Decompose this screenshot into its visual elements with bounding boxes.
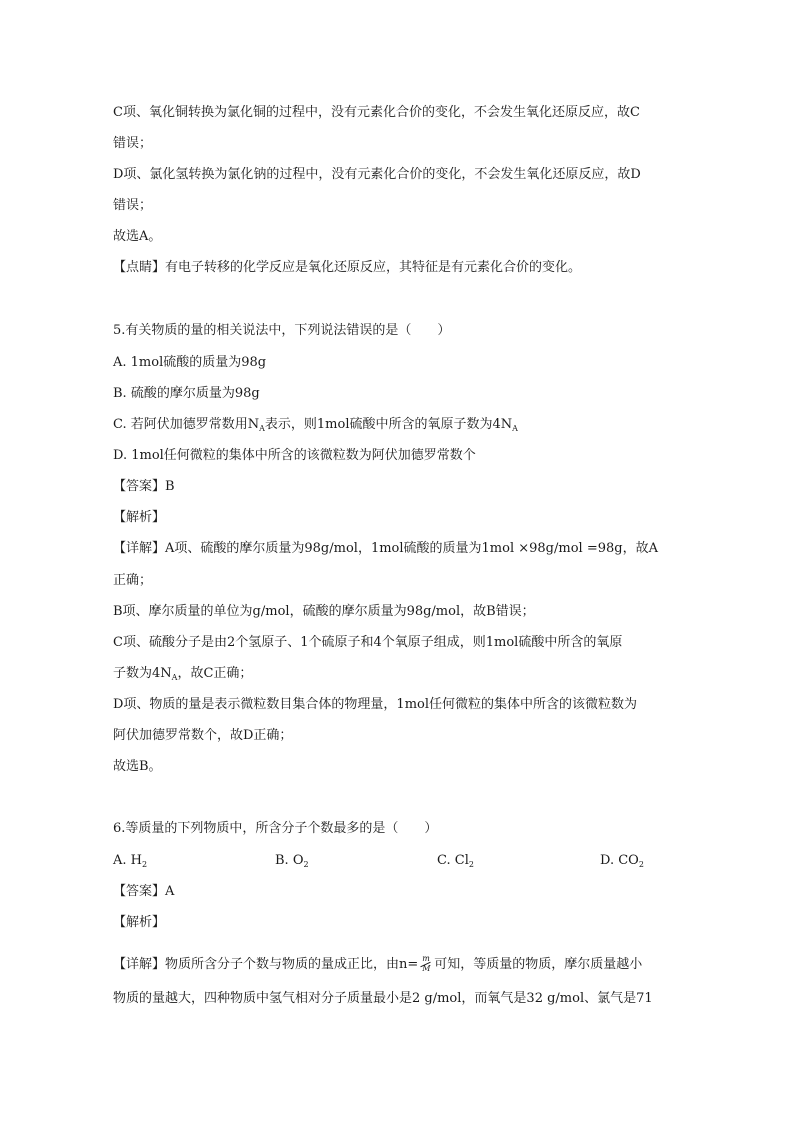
- q5-explanation-line: 正确；: [113, 573, 153, 588]
- q6-option-b: B. $O_2$: [275, 853, 309, 869]
- q5-analysis-heading: 【解析】: [113, 510, 166, 525]
- q6-option-d: D. $CO_2$: [600, 853, 644, 869]
- text-line: 故选A。: [113, 229, 162, 244]
- question-6-stem: 6.等质量的下列物质中，所含分子个数最多的是（ ）: [113, 821, 438, 836]
- q5-explanation-line: 子数为$4N_A$，故C正确；: [113, 666, 253, 682]
- text-line: 错误；: [113, 198, 153, 213]
- q6-explanation-line: 物质的量越大，四种物质中氢气相对分子质量最小是2 g/mol，而氧气是32 g/mol、氯气是71: [113, 991, 653, 1006]
- q6-option-c: C. $Cl_2$: [437, 853, 474, 869]
- q5-option-d: D. 1mol任何微粒的集体中所含的该微粒数为阿伏加德罗常数个: [113, 448, 476, 463]
- fraction-m-over-M: m M: [422, 954, 431, 973]
- q5-explanation-line: C项、硫酸分子是由2个氢原子、1个硫原子和4个氧原子组成，则1mol硫酸中所含的氧原: [113, 635, 623, 650]
- text-line: C项、氧化铜转换为氯化铜的过程中，没有元素化合价的变化，不会发生氧化还原反应，故C: [113, 105, 640, 120]
- q6-option-a: A. $H_2$: [113, 853, 148, 869]
- tip-line: 【点睛】有电子转移的化学反应是氧化还原反应，其特征是有元素化合价的变化。: [113, 260, 582, 275]
- q6-analysis-heading: 【解析】: [113, 915, 166, 930]
- q5-explanation-line: D项、物质的量是表示微粒数目集合体的物理量，1mol任何微粒的集体中所含的该微粒数为: [113, 697, 638, 712]
- text-line: D项、氯化氢转换为氯化钠的过程中，没有元素化合价的变化，不会发生氧化还原反应，故D: [113, 167, 641, 182]
- text-line: 错误；: [113, 136, 153, 151]
- q5-option-b: B. 硫酸的摩尔质量为98g: [113, 386, 260, 401]
- q5-option-c: C. 若阿伏加德罗常数用$N_A$表示，则1mol硫酸中所含的氧原子数为$4N_A$: [113, 417, 518, 433]
- q5-explanation-line: 阿伏加德罗常数个，故D正确；: [113, 728, 293, 743]
- q5-answer: 【答案】B: [113, 479, 175, 494]
- question-5-stem: 5.有关物质的量的相关说法中，下列说法错误的是（ ）: [113, 323, 451, 338]
- q6-answer: 【答案】A: [113, 884, 175, 899]
- q5-option-a: A. 1mol硫酸的质量为98g: [113, 355, 267, 370]
- q5-explanation-line: B项、摩尔质量的单位为g/mol，硫酸的摩尔质量为98g/mol，故B错误；: [113, 604, 535, 619]
- q5-explanation-line: 【详解】A项、硫酸的摩尔质量为98g/mol，1mol硫酸的质量为1mol ×98g/mol =98g，故A: [113, 541, 658, 556]
- q6-explanation-line: 【详解】物质所含分子个数与物质的量成正比，由n= m M 可知，等质量的物质，摩尔质量越小: [113, 954, 643, 973]
- q5-explanation-line: 故选B。: [113, 759, 162, 774]
